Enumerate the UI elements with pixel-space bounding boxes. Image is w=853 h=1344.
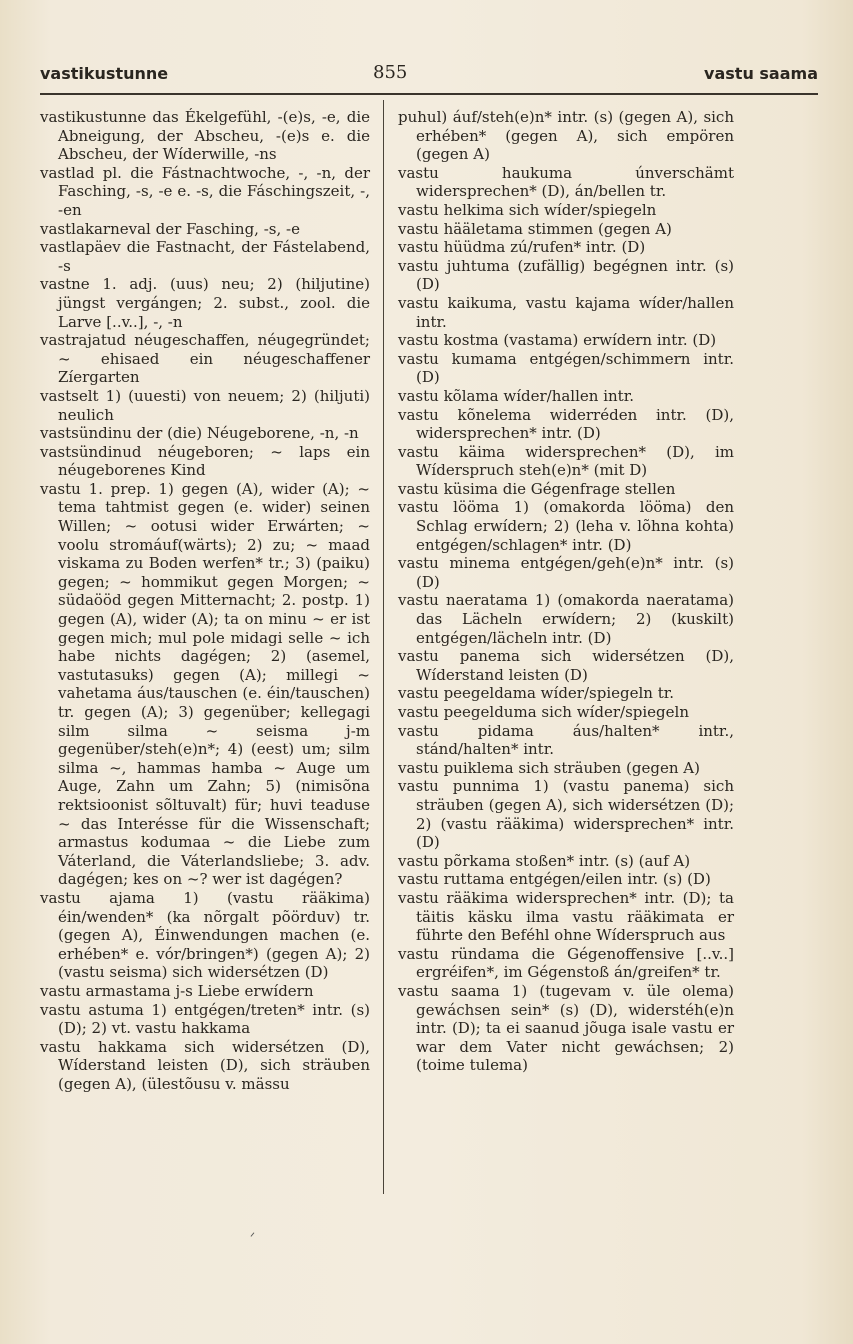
dictionary-entry: vastu pidama áus/halten* intr., stánd/halten* intr. xyxy=(398,721,734,759)
dictionary-entry: vastu hakkama sich widersétzen (D), Wíderstand leisten (D), sich sträuben (gegen A), (ülestõusu v. mässu xyxy=(40,1037,370,1093)
dictionary-entry: vastlad pl. die Fástnachtwoche, -, -n, der Fasching, -s, -e e. -s, die Fáschingszeit, -, -en xyxy=(40,163,370,219)
dictionary-entry: vastu põrkama stoßen* intr. (s) (auf A) xyxy=(398,851,691,870)
dictionary-entry: vastikustunne das Ékelgefühl, -(e)s, -e, die Abneigung, der Abscheu, -(e)s e. die Abscheu, der Wíderwille, -ns xyxy=(40,108,370,164)
dictionary-entry: vastu puiklema sich sträuben (gegen A) xyxy=(398,758,700,777)
left-column xyxy=(40,108,370,1093)
dictionary-entry: vastu kõnelema widerréden intr. (D), widersprechen* intr. (D) xyxy=(398,405,734,443)
dictionary-entry: vastu lööma 1) (omakorda lööma) den Schlag erwídern; 2) (leha v. lõhna kohta) entgégen/schlagen* intr. (D) xyxy=(398,498,734,554)
dictionary-entry: vastu peegelduma sich wíder/spiegeln xyxy=(398,703,689,721)
dictionary-entry: vastu helkima sich wíder/spiegeln xyxy=(398,200,657,219)
dictionary-entry: vastlapäev die Fastnacht, der Fástelabend, -s xyxy=(40,238,370,275)
stray-pencil-mark: ᐟ xyxy=(250,1230,256,1244)
dictionary-entry: vastu saama 1) (tugevam v. üle olema) gewáchsen sein* (s) (D), widerstéh(e)n intr. (D); ta ei saanud jõuga isale vastu er war dem Vater nicht gewáchsen; 2) (toime tulema) xyxy=(398,981,734,1075)
page-header xyxy=(40,64,818,88)
page-number: 855 xyxy=(373,62,408,83)
dictionary-entry: vastu küsima die Gégenfrage stellen xyxy=(398,479,676,498)
header-first-word: vastikustunne xyxy=(40,64,169,83)
dictionary-entry: vastu juhtuma (zufällig) begégnen intr. (s) (D) xyxy=(398,256,734,294)
dictionary-entry: vastu rääkima widersprechen* intr. (D); ta täitis käsku ilma vastu rääkimata er führte den Beféhl ohne Wíderspruch aus xyxy=(398,888,734,945)
dictionary-entry: vastu käima widersprechen* (D), im Wíderspruch steh(e)n* (mit D) xyxy=(398,442,734,480)
dictionary-entry: vastselt 1) (uuesti) von neuem; 2) (hiljuti) neulich xyxy=(40,386,370,424)
dictionary-entry: vastu kaikuma, vastu kajama wíder/hallen intr. xyxy=(398,293,734,331)
dictionary-entry: vastne 1. adj. (uus) neu; 2) (hiljutine) jüngst vergángen; 2. subst., zool. die Larve [..v..], -, -n xyxy=(40,275,370,331)
dictionary-entry: vastu 1. prep. 1) gegen (A), wider (A); ~ tema tahtmist gegen (e. wider) seinen Willen; ~ ootusi wider Erwárten; ~ voolu stromáuf(wärts); 2) zu; ~ maad viskama zu Boden werfen* tr.; 3) (paiku) gegen; ~ hommikut gegen Morgen; ~ südaööd gegen Mitternacht; 2. postp. 1) gegen (A), wider (A); ta on minu ~ er ist gegen mich; mul pole midagi selle ~ ich habe nichts dagégen; 2) (asemel, vastutasuks) gegen (A); millegi ~ vahetama áus/tauschen (e. éin/tauschen) tr. gegen (A); 3) gegenüber; kellegagi silm silma ~ seisma j-m gegenüber/steh(e)n*; 4) (eest) um; silm silma ~, hammas hamba ~ Auge um Auge, Zahn um Zahn; 5) (nimisõna rektsioonist sõltuvalt) für; huvi teaduse ~ das Interésse für die Wissenschaft; armastus kodumaa ~ die Liebe zum Váterland, die Váterlandsliebe; 3. adv. dagégen; kes on ~? wer ist dagégen? xyxy=(40,479,370,889)
dictionary-entry: vastu naeratama 1) (omakorda naeratama) das Lächeln erwídern; 2) (kuskilt) entgégen/lächeln intr. (D) xyxy=(398,591,734,647)
dictionary-entry: vastu kõlama wíder/hallen intr. xyxy=(398,386,634,405)
dictionary-entry: vastu armastama j-s Liebe erwídern xyxy=(40,981,314,1000)
dictionary-entry: vastlakarneval der Fasching, -s, -e xyxy=(40,219,300,238)
dictionary-entry: vastu peegeldama wíder/spiegeln tr. xyxy=(398,684,675,703)
dictionary-entry: vastu ruttama entgégen/eilen intr. (s) (D) xyxy=(398,870,711,889)
dictionary-entry: puhul) áuf/steh(e)n* intr. (s) (gegen A), sich erhében* (gegen A), sich empören (gegen A) xyxy=(398,108,734,164)
dictionary-entry: vastu ründama die Gégenoffensive [..v..] ergréifen*, im Gégenstoß án/greifen* tr. xyxy=(398,944,734,982)
dictionary-entry: vastu kostma (vastama) erwídern intr. (D) xyxy=(398,331,717,350)
dictionary-entry: vastu kumama entgégen/schimmern intr. (D) xyxy=(398,349,734,387)
dictionary-entry: vastu punnima 1) (vastu panema) sich sträuben (gegen A), sich widersétzen (D); 2) (vastu rääkima) widersprechen* intr. (D) xyxy=(398,777,734,852)
dictionary-entry: vastrajatud néugeschaffen, néugegründet; ~ ehisaed ein néugeschaffener Zíergarten xyxy=(40,331,370,387)
dictionary-entry: vastu minema entgégen/geh(e)n* intr. (s) (D) xyxy=(398,554,734,591)
column-divider xyxy=(383,100,384,1194)
dictionary-entry: vastu astuma 1) entgégen/treten* intr. (s) (D); 2) vt. vastu hakkama xyxy=(40,1000,370,1038)
dictionary-entry: vastsündinu der (die) Néugeborene, -n, -n xyxy=(40,424,359,443)
header-last-word: vastu saama xyxy=(704,64,818,83)
dictionary-entry: vastu ajama 1) (vastu rääkima) éin/wenden* (ka nõrgalt põörduv) tr. (gegen A), Éinwendungen machen (e. erhében* e. vór/bringen*) (gegen A); 2) (vastu seisma) sich widersétzen (D) xyxy=(40,888,370,982)
dictionary-entry: vastu haukuma únverschämt widersprechen* (D), án/bellen tr. xyxy=(398,163,734,201)
dictionary-entry: vastu hüüdma zú/rufen* intr. (D) xyxy=(398,238,646,257)
dictionary-entry: vastsündinud néugeboren; ~ laps ein néugeborenes Kind xyxy=(40,442,370,480)
dictionary-entry: vastu panema sich widersétzen (D), Wíderstand leisten (D) xyxy=(398,647,734,684)
header-rule xyxy=(40,93,818,95)
dictionary-entry: vastu hääletama stimmen (gegen A) xyxy=(398,219,672,238)
right-column xyxy=(398,108,734,1075)
